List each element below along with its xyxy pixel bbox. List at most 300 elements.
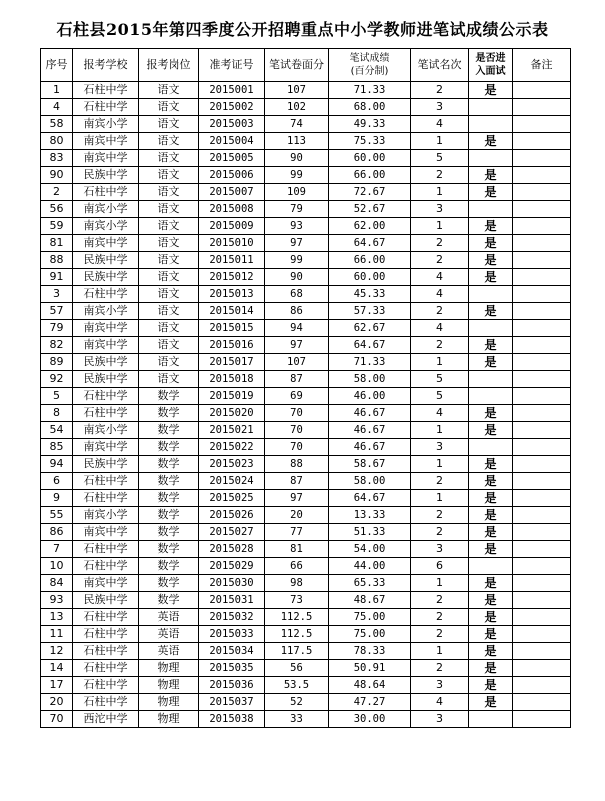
table-row (41, 82, 571, 99)
ticket-cell: 2015034 (199, 643, 265, 660)
raw-score-cell: 97 (265, 490, 329, 507)
table-row (41, 711, 571, 728)
raw-score-cell: 112.5 (265, 609, 329, 626)
raw-score-cell: 68 (265, 286, 329, 303)
interview-cell: 是 (469, 541, 513, 558)
interview-cell: 是 (469, 507, 513, 524)
table-row (41, 337, 571, 354)
score-cell: 57.33 (329, 303, 411, 320)
position-cell: 数学 (139, 558, 199, 575)
remark-cell (513, 439, 571, 456)
table-row (41, 609, 571, 626)
score-cell: 44.00 (329, 558, 411, 575)
school-cell: 南宾中学 (73, 337, 139, 354)
table-row (41, 439, 571, 456)
score-cell: 47.27 (329, 694, 411, 711)
ticket-cell: 2015010 (199, 235, 265, 252)
score-cell: 46.67 (329, 422, 411, 439)
ticket-cell: 2015009 (199, 218, 265, 235)
interview-cell (469, 439, 513, 456)
rank-cell: 3 (411, 541, 469, 558)
school-cell: 石柱中学 (73, 558, 139, 575)
remark-cell (513, 660, 571, 677)
position-cell: 语文 (139, 235, 199, 252)
ticket-cell: 2015017 (199, 354, 265, 371)
table-row (41, 422, 571, 439)
ticket-cell: 2015005 (199, 150, 265, 167)
table-row (41, 490, 571, 507)
rank-cell: 2 (411, 626, 469, 643)
score-cell: 52.67 (329, 201, 411, 218)
score-cell: 58.00 (329, 371, 411, 388)
seq-cell: 3 (41, 286, 73, 303)
raw-score-cell: 70 (265, 422, 329, 439)
ticket-cell: 2015020 (199, 405, 265, 422)
interview-cell: 是 (469, 660, 513, 677)
school-cell: 南宾中学 (73, 524, 139, 541)
remark-cell (513, 218, 571, 235)
raw-score-cell: 20 (265, 507, 329, 524)
position-cell: 语文 (139, 116, 199, 133)
ticket-cell: 2015027 (199, 524, 265, 541)
score-cell: 75.00 (329, 626, 411, 643)
rank-cell: 4 (411, 286, 469, 303)
score-cell: 66.00 (329, 167, 411, 184)
results-table (40, 48, 571, 728)
interview-cell: 是 (469, 643, 513, 660)
remark-cell (513, 201, 571, 218)
position-cell: 语文 (139, 201, 199, 218)
rank-cell: 2 (411, 524, 469, 541)
school-cell: 石柱中学 (73, 626, 139, 643)
table-row (41, 99, 571, 116)
position-cell: 语文 (139, 252, 199, 269)
remark-cell (513, 99, 571, 116)
raw-score-cell: 107 (265, 354, 329, 371)
score-cell: 54.00 (329, 541, 411, 558)
seq-cell: 5 (41, 388, 73, 405)
position-cell: 数学 (139, 473, 199, 490)
position-cell: 语文 (139, 133, 199, 150)
seq-cell: 91 (41, 269, 73, 286)
remark-cell (513, 592, 571, 609)
raw-score-cell: 77 (265, 524, 329, 541)
rank-cell: 2 (411, 303, 469, 320)
table-row (41, 286, 571, 303)
table-row (41, 388, 571, 405)
remark-cell (513, 371, 571, 388)
rank-cell: 2 (411, 592, 469, 609)
seq-cell: 94 (41, 456, 73, 473)
remark-cell (513, 235, 571, 252)
table-row (41, 677, 571, 694)
seq-cell: 56 (41, 201, 73, 218)
raw-score-cell: 79 (265, 201, 329, 218)
table-row (41, 218, 571, 235)
raw-score-cell: 99 (265, 252, 329, 269)
header-score-line2: (百分制) (350, 66, 389, 77)
school-cell: 南宾中学 (73, 320, 139, 337)
table-row (41, 201, 571, 218)
score-cell: 75.00 (329, 609, 411, 626)
score-cell: 60.00 (329, 150, 411, 167)
seq-cell: 10 (41, 558, 73, 575)
raw-score-cell: 90 (265, 150, 329, 167)
rank-cell: 1 (411, 184, 469, 201)
score-cell: 46.67 (329, 405, 411, 422)
seq-cell: 14 (41, 660, 73, 677)
position-cell: 语文 (139, 82, 199, 99)
table-row (41, 405, 571, 422)
rank-cell: 2 (411, 82, 469, 99)
school-cell: 民族中学 (73, 354, 139, 371)
school-cell: 石柱中学 (73, 677, 139, 694)
school-cell: 石柱中学 (73, 388, 139, 405)
ticket-cell: 2015008 (199, 201, 265, 218)
interview-cell: 是 (469, 184, 513, 201)
score-cell: 50.91 (329, 660, 411, 677)
school-cell: 南宾小学 (73, 201, 139, 218)
header-remark: 备注 (513, 49, 571, 82)
raw-score-cell: 70 (265, 439, 329, 456)
score-cell: 30.00 (329, 711, 411, 728)
seq-cell: 80 (41, 133, 73, 150)
position-cell: 语文 (139, 167, 199, 184)
score-cell: 48.67 (329, 592, 411, 609)
remark-cell (513, 490, 571, 507)
rank-cell: 5 (411, 388, 469, 405)
table-row (41, 660, 571, 677)
position-cell: 语文 (139, 99, 199, 116)
rank-cell: 2 (411, 252, 469, 269)
position-cell: 数学 (139, 575, 199, 592)
seq-cell: 13 (41, 609, 73, 626)
ticket-cell: 2015016 (199, 337, 265, 354)
interview-cell (469, 116, 513, 133)
ticket-cell: 2015001 (199, 82, 265, 99)
interview-cell (469, 150, 513, 167)
interview-cell (469, 388, 513, 405)
rank-cell: 3 (411, 711, 469, 728)
seq-cell: 20 (41, 694, 73, 711)
table-row (41, 116, 571, 133)
remark-cell (513, 575, 571, 592)
header-interview (469, 49, 513, 82)
seq-cell: 70 (41, 711, 73, 728)
ticket-cell: 2015006 (199, 167, 265, 184)
school-cell: 南宾小学 (73, 507, 139, 524)
raw-score-cell: 73 (265, 592, 329, 609)
remark-cell (513, 694, 571, 711)
remark-cell (513, 82, 571, 99)
rank-cell: 4 (411, 405, 469, 422)
remark-cell (513, 473, 571, 490)
school-cell: 民族中学 (73, 456, 139, 473)
raw-score-cell: 74 (265, 116, 329, 133)
position-cell: 数学 (139, 456, 199, 473)
remark-cell (513, 133, 571, 150)
position-cell: 语文 (139, 150, 199, 167)
raw-score-cell: 90 (265, 269, 329, 286)
header-ticket: 准考证号 (199, 49, 265, 82)
ticket-cell: 2015003 (199, 116, 265, 133)
position-cell: 语文 (139, 269, 199, 286)
rank-cell: 1 (411, 575, 469, 592)
score-cell: 13.33 (329, 507, 411, 524)
seq-cell: 9 (41, 490, 73, 507)
raw-score-cell: 53.5 (265, 677, 329, 694)
score-cell: 62.00 (329, 218, 411, 235)
raw-score-cell: 93 (265, 218, 329, 235)
school-cell: 民族中学 (73, 371, 139, 388)
interview-cell (469, 371, 513, 388)
interview-cell: 是 (469, 218, 513, 235)
school-cell: 石柱中学 (73, 99, 139, 116)
seq-cell: 86 (41, 524, 73, 541)
position-cell: 语文 (139, 337, 199, 354)
position-cell: 数学 (139, 592, 199, 609)
ticket-cell: 2015019 (199, 388, 265, 405)
position-cell: 英语 (139, 643, 199, 660)
table-row (41, 269, 571, 286)
raw-score-cell: 52 (265, 694, 329, 711)
ticket-cell: 2015033 (199, 626, 265, 643)
interview-cell (469, 711, 513, 728)
seq-cell: 92 (41, 371, 73, 388)
raw-score-cell: 117.5 (265, 643, 329, 660)
ticket-cell: 2015024 (199, 473, 265, 490)
remark-cell (513, 337, 571, 354)
rank-cell: 2 (411, 167, 469, 184)
school-cell: 民族中学 (73, 269, 139, 286)
position-cell: 语文 (139, 371, 199, 388)
rank-cell: 2 (411, 609, 469, 626)
interview-cell (469, 201, 513, 218)
school-cell: 南宾小学 (73, 218, 139, 235)
ticket-cell: 2015012 (199, 269, 265, 286)
ticket-cell: 2015018 (199, 371, 265, 388)
ticket-cell: 2015038 (199, 711, 265, 728)
table-row (41, 371, 571, 388)
score-cell: 66.00 (329, 252, 411, 269)
ticket-cell: 2015030 (199, 575, 265, 592)
seq-cell: 58 (41, 116, 73, 133)
school-cell: 石柱中学 (73, 541, 139, 558)
school-cell: 石柱中学 (73, 490, 139, 507)
table-row (41, 541, 571, 558)
school-cell: 南宾中学 (73, 439, 139, 456)
ticket-cell: 2015029 (199, 558, 265, 575)
table-row (41, 133, 571, 150)
score-cell: 48.64 (329, 677, 411, 694)
school-cell: 西沱中学 (73, 711, 139, 728)
table-row (41, 524, 571, 541)
rank-cell: 1 (411, 456, 469, 473)
header-school: 报考学校 (73, 49, 139, 82)
position-cell: 英语 (139, 609, 199, 626)
raw-score-cell: 112.5 (265, 626, 329, 643)
position-cell: 语文 (139, 354, 199, 371)
rank-cell: 4 (411, 694, 469, 711)
seq-cell: 17 (41, 677, 73, 694)
seq-cell: 8 (41, 405, 73, 422)
position-cell: 语文 (139, 320, 199, 337)
ticket-cell: 2015007 (199, 184, 265, 201)
ticket-cell: 2015021 (199, 422, 265, 439)
score-cell: 68.00 (329, 99, 411, 116)
score-cell: 75.33 (329, 133, 411, 150)
score-cell: 46.67 (329, 439, 411, 456)
table-row (41, 456, 571, 473)
interview-cell: 是 (469, 354, 513, 371)
score-cell: 72.67 (329, 184, 411, 201)
ticket-cell: 2015035 (199, 660, 265, 677)
raw-score-cell: 81 (265, 541, 329, 558)
rank-cell: 2 (411, 473, 469, 490)
rank-cell: 5 (411, 371, 469, 388)
seq-cell: 6 (41, 473, 73, 490)
score-cell: 64.67 (329, 490, 411, 507)
raw-score-cell: 56 (265, 660, 329, 677)
score-cell: 49.33 (329, 116, 411, 133)
seq-cell: 57 (41, 303, 73, 320)
seq-cell: 82 (41, 337, 73, 354)
remark-cell (513, 456, 571, 473)
table-row (41, 354, 571, 371)
remark-cell (513, 354, 571, 371)
table-row (41, 626, 571, 643)
interview-cell: 是 (469, 269, 513, 286)
seq-cell: 79 (41, 320, 73, 337)
seq-cell: 12 (41, 643, 73, 660)
table-row (41, 473, 571, 490)
table-header-row (41, 49, 571, 82)
position-cell: 数学 (139, 439, 199, 456)
school-cell: 石柱中学 (73, 405, 139, 422)
header-seq: 序号 (41, 49, 73, 82)
remark-cell (513, 711, 571, 728)
interview-cell: 是 (469, 592, 513, 609)
ticket-cell: 2015026 (199, 507, 265, 524)
table-row (41, 235, 571, 252)
position-cell: 物理 (139, 694, 199, 711)
remark-cell (513, 643, 571, 660)
rank-cell: 1 (411, 218, 469, 235)
header-interview-line2: 入面试 (475, 66, 506, 77)
score-cell: 51.33 (329, 524, 411, 541)
header-rank: 笔试名次 (411, 49, 469, 82)
table-row (41, 320, 571, 337)
seq-cell: 2 (41, 184, 73, 201)
table-row (41, 184, 571, 201)
rank-cell: 4 (411, 320, 469, 337)
school-cell: 民族中学 (73, 167, 139, 184)
raw-score-cell: 88 (265, 456, 329, 473)
interview-cell: 是 (469, 252, 513, 269)
header-raw-score: 笔试卷面分 (265, 49, 329, 82)
interview-cell: 是 (469, 677, 513, 694)
table-row (41, 643, 571, 660)
seq-cell: 59 (41, 218, 73, 235)
rank-cell: 1 (411, 354, 469, 371)
table-row (41, 252, 571, 269)
seq-cell: 90 (41, 167, 73, 184)
school-cell: 民族中学 (73, 252, 139, 269)
table-row (41, 694, 571, 711)
school-cell: 石柱中学 (73, 286, 139, 303)
rank-cell: 5 (411, 150, 469, 167)
score-cell: 60.00 (329, 269, 411, 286)
raw-score-cell: 97 (265, 337, 329, 354)
header-score (329, 49, 411, 82)
interview-cell: 是 (469, 626, 513, 643)
interview-cell: 是 (469, 133, 513, 150)
score-cell: 65.33 (329, 575, 411, 592)
table-row (41, 575, 571, 592)
interview-cell (469, 320, 513, 337)
score-cell: 64.67 (329, 337, 411, 354)
rank-cell: 1 (411, 643, 469, 660)
score-cell: 45.33 (329, 286, 411, 303)
score-cell: 58.00 (329, 473, 411, 490)
school-cell: 石柱中学 (73, 473, 139, 490)
interview-cell (469, 99, 513, 116)
rank-cell: 4 (411, 269, 469, 286)
seq-cell: 55 (41, 507, 73, 524)
position-cell: 数学 (139, 422, 199, 439)
raw-score-cell: 70 (265, 405, 329, 422)
interview-cell: 是 (469, 473, 513, 490)
interview-cell: 是 (469, 167, 513, 184)
ticket-cell: 2015015 (199, 320, 265, 337)
score-cell: 71.33 (329, 354, 411, 371)
page-title: 石柱县2015年第四季度公开招聘重点中小学教师进笔试成绩公示表 (56, 20, 549, 39)
remark-cell (513, 303, 571, 320)
rank-cell: 2 (411, 507, 469, 524)
school-cell: 南宾小学 (73, 422, 139, 439)
rank-cell: 6 (411, 558, 469, 575)
ticket-cell: 2015013 (199, 286, 265, 303)
score-cell: 64.67 (329, 235, 411, 252)
seq-cell: 85 (41, 439, 73, 456)
table-row (41, 150, 571, 167)
rank-cell: 3 (411, 201, 469, 218)
remark-cell (513, 405, 571, 422)
position-cell: 语文 (139, 184, 199, 201)
position-cell: 数学 (139, 405, 199, 422)
score-cell: 78.33 (329, 643, 411, 660)
raw-score-cell: 99 (265, 167, 329, 184)
rank-cell: 2 (411, 337, 469, 354)
table-body (41, 82, 571, 728)
position-cell: 语文 (139, 303, 199, 320)
ticket-cell: 2015032 (199, 609, 265, 626)
table-row (41, 558, 571, 575)
interview-cell: 是 (469, 82, 513, 99)
interview-cell: 是 (469, 405, 513, 422)
interview-cell (469, 558, 513, 575)
school-cell: 石柱中学 (73, 184, 139, 201)
ticket-cell: 2015031 (199, 592, 265, 609)
raw-score-cell: 87 (265, 371, 329, 388)
remark-cell (513, 626, 571, 643)
school-cell: 南宾中学 (73, 575, 139, 592)
position-cell: 数学 (139, 507, 199, 524)
raw-score-cell: 66 (265, 558, 329, 575)
raw-score-cell: 69 (265, 388, 329, 405)
school-cell: 石柱中学 (73, 643, 139, 660)
school-cell: 石柱中学 (73, 82, 139, 99)
